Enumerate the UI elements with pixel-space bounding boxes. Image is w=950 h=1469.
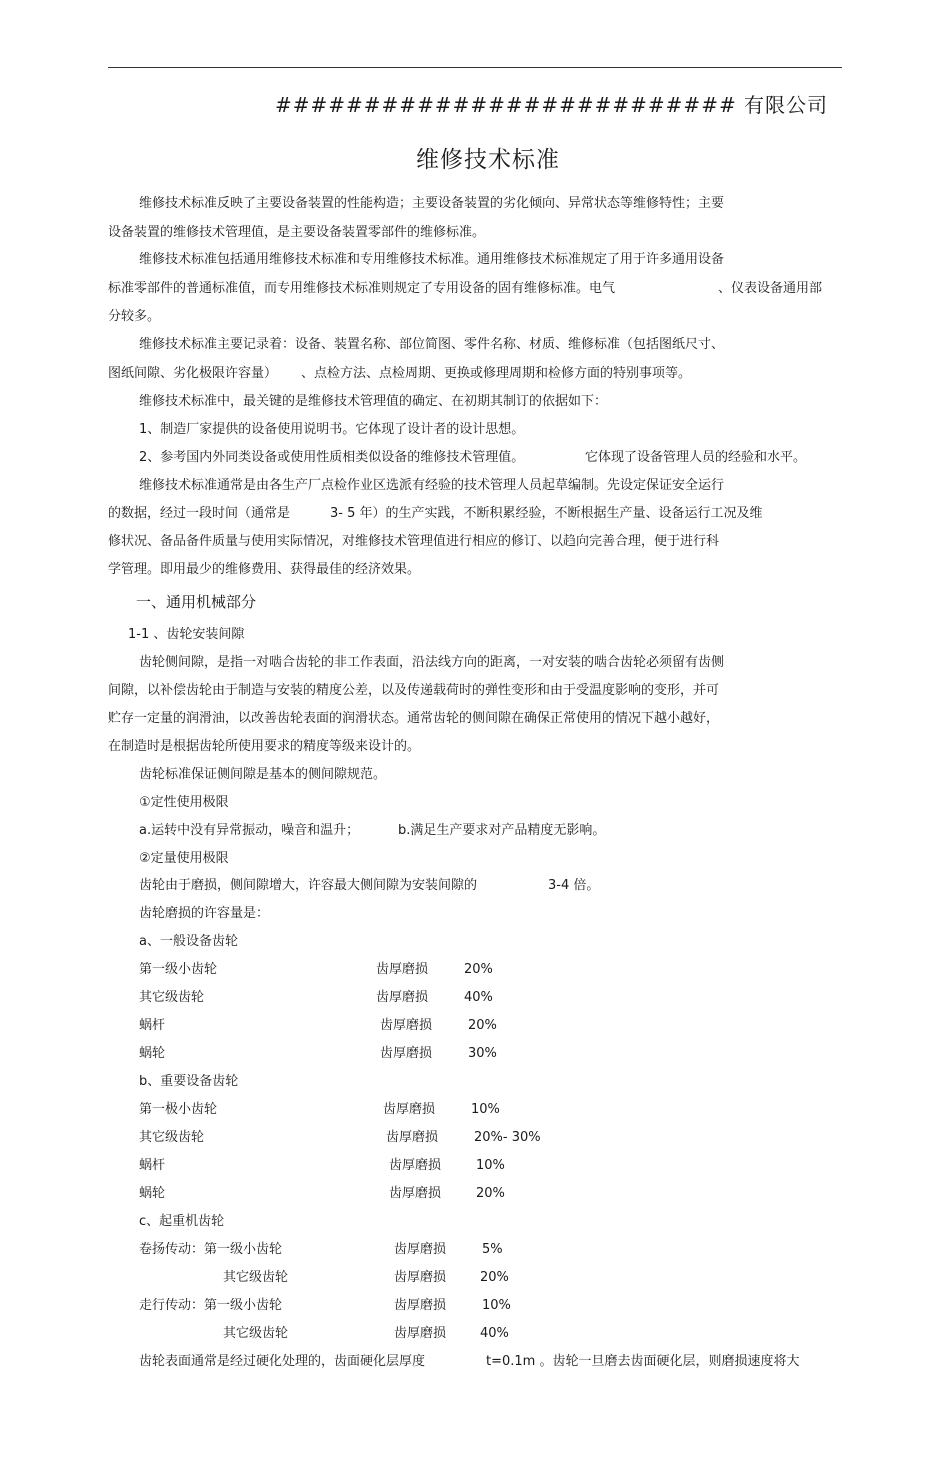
paragraph-line: 、仪表设备通用部 <box>718 281 823 296</box>
group-heading: c、起重机齿轮 <box>139 1214 225 1229</box>
paragraph-line: 3- 5 年）的生产实践，不断积累经验，不断根据生产量、设备运行工况及维 <box>330 506 763 521</box>
table-cell-name: 其它级齿轮 <box>139 990 205 1005</box>
company-name: ########################## 有限公司 <box>275 93 829 117</box>
paragraph-line: 的数据，经过一段时间（通常是 <box>108 506 291 521</box>
paragraph-line: 设备装置的维修技术管理值，是主要设备装置零部件的维修标准。 <box>108 225 486 240</box>
paragraph-line: 齿轮由于磨损，侧间隙增大，许容最大侧间隙为安装间隙的 <box>139 878 478 893</box>
table-cell-value: 20% <box>464 962 493 977</box>
table-cell-name: 其它级齿轮 <box>139 1130 205 1145</box>
table-cell-name: 蜗杆 <box>139 1018 166 1033</box>
paragraph-line: 齿轮标准保证侧间隙是基本的侧间隙规范。 <box>139 767 387 782</box>
table-cell-item: 齿厚磨损 <box>383 1102 436 1117</box>
table-cell-name: 蜗轮 <box>139 1186 166 1201</box>
document-title: 维修技术标准 <box>416 147 560 173</box>
table-cell-item: 齿厚磨损 <box>394 1326 447 1341</box>
table-cell-value: 20% <box>480 1270 509 1285</box>
table-cell-value: 10% <box>476 1158 505 1173</box>
paragraph-line: 齿轮表面通常是经过硬化处理的，齿面硬化层厚度 <box>139 1354 426 1369</box>
table-cell-name: 卷扬传动：第一级小齿轮 <box>139 1242 283 1257</box>
table-cell-value: 20%- 30% <box>474 1130 541 1145</box>
table-cell-name: 第一级小齿轮 <box>139 962 218 977</box>
paragraph-line: 图纸间隙、劣化极限许容量） <box>108 366 278 381</box>
header-rule <box>108 67 842 68</box>
list-item: a.运转中没有异常振动，噪音和温升； <box>139 823 360 838</box>
table-cell-item: 齿厚磨损 <box>386 1130 439 1145</box>
paragraph-line: 维修技术标准中，最关键的是维修技术管理值的确定、在初期其制订的依据如下： <box>139 394 608 409</box>
table-cell-name: 其它级齿轮 <box>223 1326 289 1341</box>
paragraph-line: 维修技术标准主要记录着：设备、装置名称、部位简图、零件名称、材质、维修标准（包括图纸尺寸、 <box>139 337 725 352</box>
table-cell-value: 20% <box>468 1018 497 1033</box>
list-heading: ②定量使用极限 <box>139 851 229 866</box>
paragraph-line: 、点检方法、点检周期、更换或修理周期和检修方面的特别事项等。 <box>301 366 692 381</box>
table-cell-name: 蜗杆 <box>139 1158 166 1173</box>
table-cell-item: 齿厚磨损 <box>394 1298 447 1313</box>
paragraph-line: 维修技术标准反映了主要设备装置的性能构造；主要设备装置的劣化倾向、异常状态等维修特性；主要 <box>139 196 725 211</box>
table-cell-name: 其它级齿轮 <box>223 1270 289 1285</box>
list-item: 它体现了设备管理人员的经验和水平。 <box>585 450 807 465</box>
list-heading: ①定性使用极限 <box>139 795 229 810</box>
section-heading: 一、通用机械部分 <box>136 593 257 611</box>
table-cell-value: 30% <box>468 1046 497 1061</box>
table-cell-item: 齿厚磨损 <box>394 1242 447 1257</box>
table-cell-item: 齿厚磨损 <box>394 1270 447 1285</box>
table-cell-name: 第一极小齿轮 <box>139 1102 218 1117</box>
table-cell-value: 10% <box>482 1298 511 1313</box>
table-cell-item: 齿厚磨损 <box>389 1158 442 1173</box>
paragraph-line: 维修技术标准包括通用维修技术标准和专用维修技术标准。通用维修技术标准规定了用于许多通用设备 <box>139 252 725 267</box>
paragraph-line: 间隙，以补偿齿轮由于制造与安装的精度公差，以及传递载荷时的弹性变形和由于受温度影响的变形，并可 <box>108 683 720 698</box>
paragraph-line: 修状况、备品备件质量与使用实际情况，对维修技术管理值进行相应的修订、以趋向完善合理，便于进行科 <box>108 534 720 549</box>
paragraph-line: 3-4 倍。 <box>548 878 600 893</box>
table-cell-item: 齿厚磨损 <box>380 1018 433 1033</box>
table-cell-value: 20% <box>476 1186 505 1201</box>
subsection-heading: 1-1 、齿轮安装间隙 <box>128 627 245 642</box>
table-cell-name: 走行传动：第一级小齿轮 <box>139 1298 283 1313</box>
paragraph-line: 齿轮侧间隙，是指一对啮合齿轮的非工作表面，沿法线方向的距离，一对安装的啮合齿轮必须留有齿侧 <box>139 655 725 670</box>
table-cell-value: 10% <box>471 1102 500 1117</box>
table-cell-item: 齿厚磨损 <box>389 1186 442 1201</box>
list-item: 2、参考国内外同类设备或使用性质相类似设备的维修技术管理值。 <box>139 450 525 465</box>
group-heading: a、一般设备齿轮 <box>139 934 238 949</box>
table-cell-value: 40% <box>480 1326 509 1341</box>
table-cell-item: 齿厚磨损 <box>380 1046 433 1061</box>
list-item: b.满足生产要求对产品精度无影响。 <box>398 823 606 838</box>
table-cell-value: 40% <box>464 990 493 1005</box>
paragraph-line: 维修技术标准通常是由各生产厂点检作业区选派有经验的技术管理人员起草编制。先设定保证安全运行 <box>139 478 725 493</box>
paragraph-line: 分较多。 <box>108 309 161 324</box>
paragraph-line: 贮存一定量的润滑油，以改善齿轮表面的润滑状态。通常齿轮的侧间隙在确保正常使用的情况下越小越好， <box>108 711 720 726</box>
table-cell-value: 5% <box>482 1242 503 1257</box>
table-cell-item: 齿厚磨损 <box>376 990 429 1005</box>
paragraph-line: 齿轮磨损的许容量是： <box>139 906 270 921</box>
paragraph-line: 学管理。即用最少的维修费用、获得最佳的经济效果。 <box>108 562 421 577</box>
paragraph-line: t=0.1m 。齿轮一旦磨去齿面硬化层，则磨损速度将大 <box>486 1354 800 1369</box>
table-cell-item: 齿厚磨损 <box>376 962 429 977</box>
list-item: 1、制造厂家提供的设备使用说明书。它体现了设计者的设计思想。 <box>139 422 525 437</box>
table-cell-name: 蜗轮 <box>139 1046 166 1061</box>
group-heading: b、重要设备齿轮 <box>139 1074 239 1089</box>
paragraph-line: 在制造时是根据齿轮所使用要求的精度等级来设计的。 <box>108 739 421 754</box>
paragraph-line: 标准零部件的普通标准值，而专用维修技术标准则规定了专用设备的固有维修标准。电气 <box>108 281 616 296</box>
